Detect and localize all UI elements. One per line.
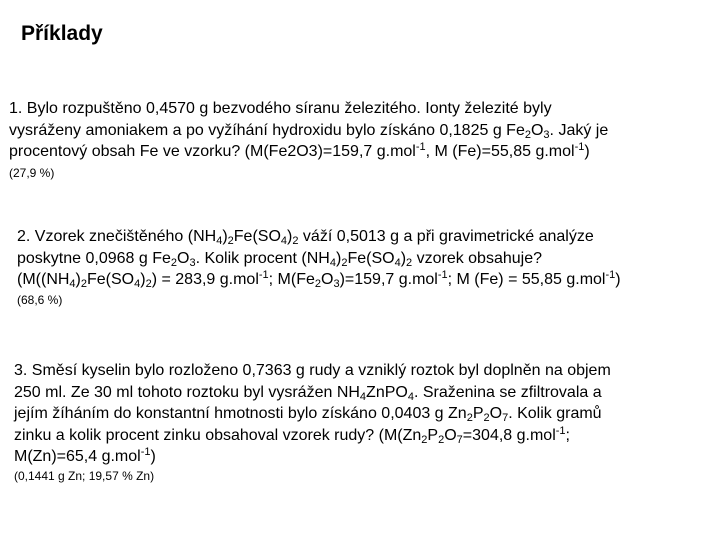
superscript: -1 — [605, 269, 616, 281]
problem-1-answer: (27,9 %) — [9, 166, 55, 180]
subscript: 2 — [524, 128, 531, 141]
subscript: 2 — [421, 433, 428, 446]
text-run: 3. Směsí kyselin bylo rozloženo 0,7363 g rudy a vzniklý roztok byl doplněn na objem — [14, 362, 611, 379]
text-run: ) = 283,9 g.mol — [151, 271, 259, 288]
text-run: O — [530, 121, 544, 139]
text-run: ) — [150, 448, 156, 465]
text-run: ZnPO — [366, 383, 408, 401]
text-run: ; — [565, 426, 570, 444]
subscript: 2 — [292, 235, 299, 247]
problem-3-answer: (0,1441 g Zn; 19,57 % Zn) — [14, 469, 155, 483]
text-run: =304,8 g.mol — [462, 426, 556, 444]
text-run: 2. Vzorek znečištěného (NH — [17, 228, 217, 245]
subscript: 2 — [438, 433, 445, 446]
text-run: Fe(SO — [233, 228, 281, 245]
text-run: P — [427, 426, 439, 444]
text-run: (M((NH — [17, 271, 70, 288]
subscript: 4 — [359, 390, 367, 403]
problem-3-line — [14, 360, 611, 382]
text-run: ) — [287, 228, 293, 245]
subscript: 4 — [216, 235, 223, 247]
text-run: . Jaký je — [549, 121, 609, 139]
subscript: 2 — [227, 235, 234, 247]
page-title: Příklady — [21, 22, 103, 45]
superscript: -1 — [574, 141, 585, 153]
subscript: 4 — [134, 278, 141, 290]
text-run: . Sraženina se zfiltrovala a — [413, 383, 602, 401]
text-run: ) — [584, 143, 590, 160]
text-run: . Kolik gramů — [508, 405, 602, 422]
superscript: -1 — [415, 141, 426, 153]
text-run: ) — [335, 249, 342, 267]
text-run: ) — [615, 271, 621, 288]
problem-1-line — [9, 98, 608, 120]
problem-3-line — [14, 425, 611, 447]
text-run: M(Zn)=65,4 g.mol — [14, 448, 141, 465]
text-run: ; M(Fe — [268, 271, 315, 288]
subscript: 7 — [502, 412, 509, 424]
problem-3-line — [14, 382, 611, 404]
problem-3-line — [14, 403, 611, 425]
problem-3-text — [14, 360, 611, 468]
subscript: 4 — [407, 390, 414, 403]
subscript: 2 — [341, 256, 348, 269]
text-run: poskytne 0,0968 g Fe — [17, 249, 171, 267]
problem-2-answer: (68,6 %) — [17, 293, 63, 307]
text-run: )=159,7 g.mol — [339, 271, 438, 288]
text-run: 250 ml. Ze 30 ml tohoto roztoku byl vysrážen NH — [14, 383, 360, 401]
text-run: Fe(SO — [87, 271, 135, 288]
text-run: Fe(SO — [347, 249, 395, 267]
subscript: 2 — [406, 256, 413, 269]
problem-1-line — [9, 120, 608, 142]
subscript: 2 — [145, 278, 152, 290]
subscript: 2 — [466, 412, 473, 424]
subscript: 3 — [543, 128, 550, 141]
text-run: ) — [140, 271, 146, 288]
text-run: váží 0,5013 g a při gravimetrické analýze — [298, 228, 594, 245]
subscript: 4 — [69, 278, 76, 290]
problem-3-line — [14, 446, 611, 468]
subscript: 7 — [456, 433, 463, 446]
superscript: -1 — [437, 269, 448, 281]
text-run: ; M (Fe) = 55,85 g.mol — [447, 271, 606, 288]
subscript: 4 — [394, 256, 401, 269]
problem-2-line — [17, 269, 621, 291]
text-run: vysráženy amoniakem a po vyžíhání hydroxidu bylo získáno 0,1825 g Fe — [9, 121, 525, 139]
subscript: 2 — [80, 278, 87, 290]
subscript: 2 — [170, 256, 178, 269]
text-run: ) — [75, 271, 81, 288]
subscript: 2 — [483, 412, 490, 424]
text-run: vzorek obsahuje? — [412, 249, 542, 267]
text-run: 1. Bylo rozpuštěno 0,4570 g bezvodého síranu železitého. Ionty železité byly — [9, 100, 552, 117]
text-run: O — [321, 271, 334, 288]
text-run: O — [444, 426, 457, 444]
text-run: zinku a kolik procent zinku obsahoval vzorek rudy? (M(Zn — [14, 426, 422, 444]
text-run: , M (Fe)=55,85 g.mol — [425, 143, 575, 160]
text-run: jejím žíháním do konstantní hmotnosti bylo získáno 0,0403 g Zn — [14, 405, 467, 422]
subscript: 3 — [189, 256, 196, 269]
superscript: -1 — [555, 424, 566, 437]
subscript: 4 — [329, 256, 336, 269]
problem-2-line — [17, 226, 621, 248]
problem-1-text — [9, 98, 608, 163]
problem-2-text — [17, 226, 621, 291]
subscript: 4 — [280, 235, 288, 247]
text-run: ) — [400, 249, 407, 267]
text-run: procentový obsah Fe ve vzorku? (M(Fe2O3)=159,7 g.mol — [9, 143, 416, 160]
superscript: -1 — [140, 446, 151, 458]
text-run: ) — [222, 228, 228, 245]
problem-1-line — [9, 141, 608, 163]
text-run: P — [472, 405, 484, 422]
text-run: O — [177, 249, 190, 267]
superscript: -1 — [258, 269, 269, 281]
subscript: 3 — [333, 278, 340, 290]
subscript: 2 — [314, 278, 321, 290]
text-run: O — [489, 405, 503, 422]
problem-2-line — [17, 248, 621, 270]
text-run: . Kolik procent (NH — [195, 249, 330, 267]
